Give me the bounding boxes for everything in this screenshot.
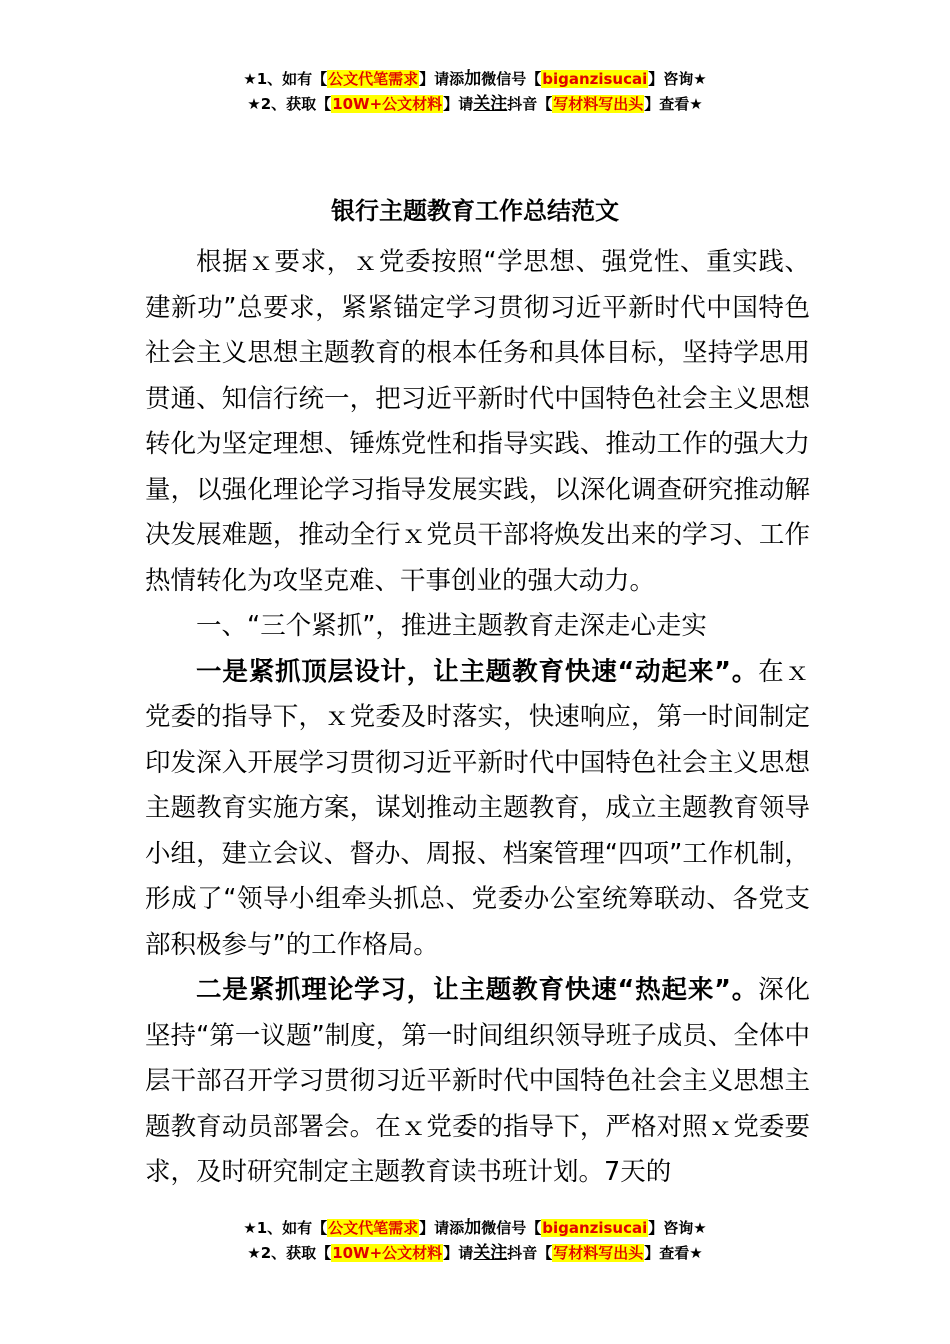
banner-line-2 — [0, 92, 950, 117]
banner-text: 】请添 — [419, 1219, 465, 1237]
document-title: 银行主题教育工作总结范文 — [331, 197, 619, 225]
banner-line-1 — [0, 1216, 950, 1241]
header-banner — [0, 67, 950, 117]
banner-line-2 — [0, 1241, 950, 1266]
point-2-lead: 二是紧抓理论学习，让主题教育快速“热起来”。 — [196, 975, 759, 1005]
banner-highlight: 10W+公文材料 — [332, 95, 443, 113]
banner-wechat-id: biganzisucai — [542, 1219, 648, 1237]
point-1-lead: 一是紧抓顶层设计，让主题教育快速“动起来”。 — [196, 656, 759, 687]
paragraph-intro: 根据ｘ要求，ｘ党委按照“学思想、强党性、重实践、建新功”总要求，紧紧锚定学习贯彻习近平新时代中国特色社会主义思想主题教育的根本任务和具体目标，坚持学思用贯通、知信行统一，把习近平新时代中国特色社会主义思想转化为坚定理想、锤炼党性和指导实践、推动工作的强大力量，以强化理论学习指导发展实践，以深化调查研究推动解决发展难题，推动全行ｘ党员干部将焕发出来的学习、工作热情转化为攻坚克难、干事创业的强大动力。 — [145, 247, 810, 596]
banner-text: 】请 — [443, 1244, 474, 1262]
banner-douyin-name: 写材料写出头 — [553, 95, 644, 113]
banner-text: ★2、获取【 — [247, 1244, 332, 1262]
banner-line-1 — [0, 67, 950, 92]
banner-text: 微信号【 — [481, 1219, 542, 1237]
banner-text: 关注 — [473, 94, 508, 114]
banner-text: 抖音【 — [507, 95, 553, 113]
banner-text: 】咨询★ — [648, 1219, 707, 1237]
banner-text: 加 — [464, 69, 482, 89]
section-heading: 一、“三个紧抓”，推进主题教育走深走心走实 — [196, 611, 707, 641]
banner-highlight: 公文代笔需求 — [328, 70, 419, 88]
banner-wechat-id: biganzisucai — [542, 70, 648, 88]
banner-text: 加 — [464, 1218, 482, 1238]
banner-highlight: 10W+公文材料 — [332, 1244, 443, 1262]
banner-text: ★1、如有【 — [243, 70, 328, 88]
paragraph-point-1 — [145, 650, 810, 969]
banner-text: 】咨询★ — [648, 70, 707, 88]
point-2-text: 深化坚持“第一议题”制度，第一时间组织领导班子成员、全体中层干部召开学习贯彻习近平新时代中国特色社会主义思想主题教育动员部署会。在ｘ党委的指导下，严格对照ｘ党委要求，及时研究制定主题教育读书班计划。7天的 — [145, 975, 810, 1187]
banner-text: ★2、获取【 — [247, 95, 332, 113]
banner-text: 】请添 — [419, 70, 465, 88]
banner-text: 】请 — [443, 95, 474, 113]
banner-highlight: 公文代笔需求 — [328, 1219, 419, 1237]
banner-text: 关注 — [473, 1243, 508, 1263]
banner-douyin-name: 写材料写出头 — [553, 1244, 644, 1262]
footer-banner — [0, 1216, 950, 1266]
banner-text: ★1、如有【 — [243, 1219, 328, 1237]
paragraph-point-2 — [145, 968, 810, 1196]
banner-text: 】查看★ — [644, 95, 703, 113]
point-1-text: 在ｘ党委的指导下，ｘ党委及时落实，快速响应，第一时间制定印发深入开展学习贯彻习近平新时代中国特色社会主义思想主题教育实施方案，谋划推动主题教育，成立主题教育领导小组，建立会议、督办、周报、档案管理“四项”工作机制，形成了“领导小组牵头抓总、党委办公室统筹联动、各党支部积极参与”的工作格局。 — [145, 656, 810, 960]
banner-text: 】查看★ — [644, 1244, 703, 1262]
banner-text: 微信号【 — [481, 70, 542, 88]
banner-text: 抖音【 — [507, 1244, 553, 1262]
document-body — [145, 240, 810, 1196]
